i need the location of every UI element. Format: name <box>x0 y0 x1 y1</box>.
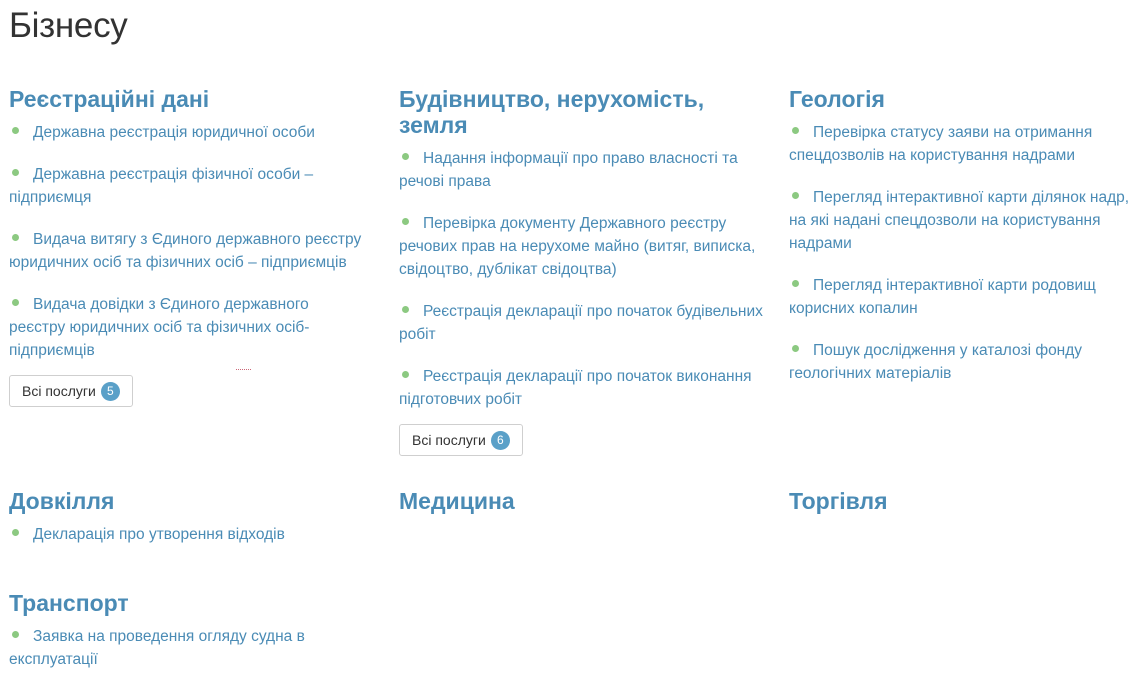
service-item[interactable] <box>789 121 1134 167</box>
category-title[interactable]: Транспорт <box>9 590 129 616</box>
service-item[interactable] <box>9 293 374 362</box>
category-title[interactable]: Довкілля <box>9 488 115 514</box>
services-count-badge: 5 <box>101 382 120 401</box>
all-services-button[interactable] <box>9 375 133 407</box>
category-geology <box>789 86 1134 404</box>
category-construction <box>399 86 764 456</box>
service-item[interactable] <box>789 339 1134 385</box>
service-item[interactable] <box>9 121 374 144</box>
service-link[interactable]: Перегляд інтерактивної карти ділянок надр, на які надані спецдозволи на користування надрами <box>789 189 1130 252</box>
bullet-icon <box>12 234 19 241</box>
all-services-label: Всі послуги <box>412 432 486 448</box>
dotted-underline <box>236 369 251 370</box>
service-item[interactable] <box>399 365 764 411</box>
service-link[interactable]: Державна реєстрація юридичної особи <box>33 124 315 141</box>
services-count-badge: 6 <box>491 431 510 450</box>
bullet-icon <box>402 153 409 160</box>
bullet-icon <box>402 306 409 313</box>
service-item[interactable] <box>399 212 764 281</box>
bullet-icon <box>792 345 799 352</box>
service-link[interactable]: Перегляд інтерактивної карти родовищ корисних копалин <box>789 277 1096 317</box>
bullet-icon <box>12 631 19 638</box>
bullet-icon <box>792 127 799 134</box>
bullet-icon <box>12 299 19 306</box>
service-item[interactable] <box>9 228 374 274</box>
service-link[interactable]: Перевірка статусу заяви на отримання спецдозволів на користування надрами <box>789 124 1093 164</box>
category-title[interactable]: Будівництво, нерухомість, земля <box>399 86 705 138</box>
service-list <box>789 121 1134 385</box>
service-item[interactable] <box>9 625 339 671</box>
all-services-button[interactable] <box>399 424 523 456</box>
service-list <box>9 625 339 671</box>
category-environment <box>9 488 374 565</box>
service-list <box>9 523 374 546</box>
bullet-icon <box>12 529 19 536</box>
category-title[interactable]: Медицина <box>399 488 515 514</box>
service-link[interactable]: Пошук дослідження у каталозі фонду геологічних матеріалів <box>789 342 1083 382</box>
service-list <box>9 121 374 362</box>
service-link[interactable]: Декларація про утворення відходів <box>33 526 285 543</box>
service-item[interactable] <box>9 523 374 546</box>
service-link[interactable]: Реєстрація декларації про початок виконання підготовчих робіт <box>399 368 752 408</box>
service-list <box>399 147 764 411</box>
service-link[interactable]: Перевірка документу Державного реєстру речових прав на нерухоме майно (витяг, виписка, свідоцтво, дублікат свідоцтва) <box>399 215 756 278</box>
service-link[interactable]: Надання інформації про право власності та речові права <box>399 150 738 190</box>
bullet-icon <box>12 127 19 134</box>
service-item[interactable] <box>789 274 1134 320</box>
service-item[interactable] <box>9 163 374 209</box>
service-link[interactable]: Державна реєстрація фізичної особи – підприємця <box>9 166 314 206</box>
service-link[interactable]: Видача довідки з Єдиного державного реєстру юридичних осіб та фізичних осіб-підприємців <box>9 296 310 359</box>
service-item[interactable] <box>789 186 1134 255</box>
all-services-label: Всі послуги <box>22 383 96 399</box>
page-title: Бізнесу <box>9 6 128 45</box>
bullet-icon <box>12 169 19 176</box>
bullet-icon <box>402 371 409 378</box>
category-title[interactable]: Геологія <box>789 86 885 112</box>
category-trade <box>789 488 1134 523</box>
service-link[interactable]: Видача витягу з Єдиного державного реєстру юридичних осіб та фізичних осіб – підприємців <box>9 231 362 271</box>
service-link[interactable]: Заявка на проведення огляду судна в експлуатації <box>9 628 305 668</box>
service-link[interactable]: Реєстрація декларації про початок будівельних робіт <box>399 303 763 343</box>
bullet-icon <box>792 280 799 287</box>
service-item[interactable] <box>399 300 764 346</box>
category-transport <box>9 590 339 671</box>
category-registration <box>9 86 374 407</box>
bullet-icon <box>792 192 799 199</box>
category-title[interactable]: Реєстраційні дані <box>9 86 210 112</box>
bullet-icon <box>402 218 409 225</box>
category-medicine <box>399 488 764 523</box>
service-item[interactable] <box>399 147 764 193</box>
category-title[interactable]: Торгівля <box>789 488 888 514</box>
